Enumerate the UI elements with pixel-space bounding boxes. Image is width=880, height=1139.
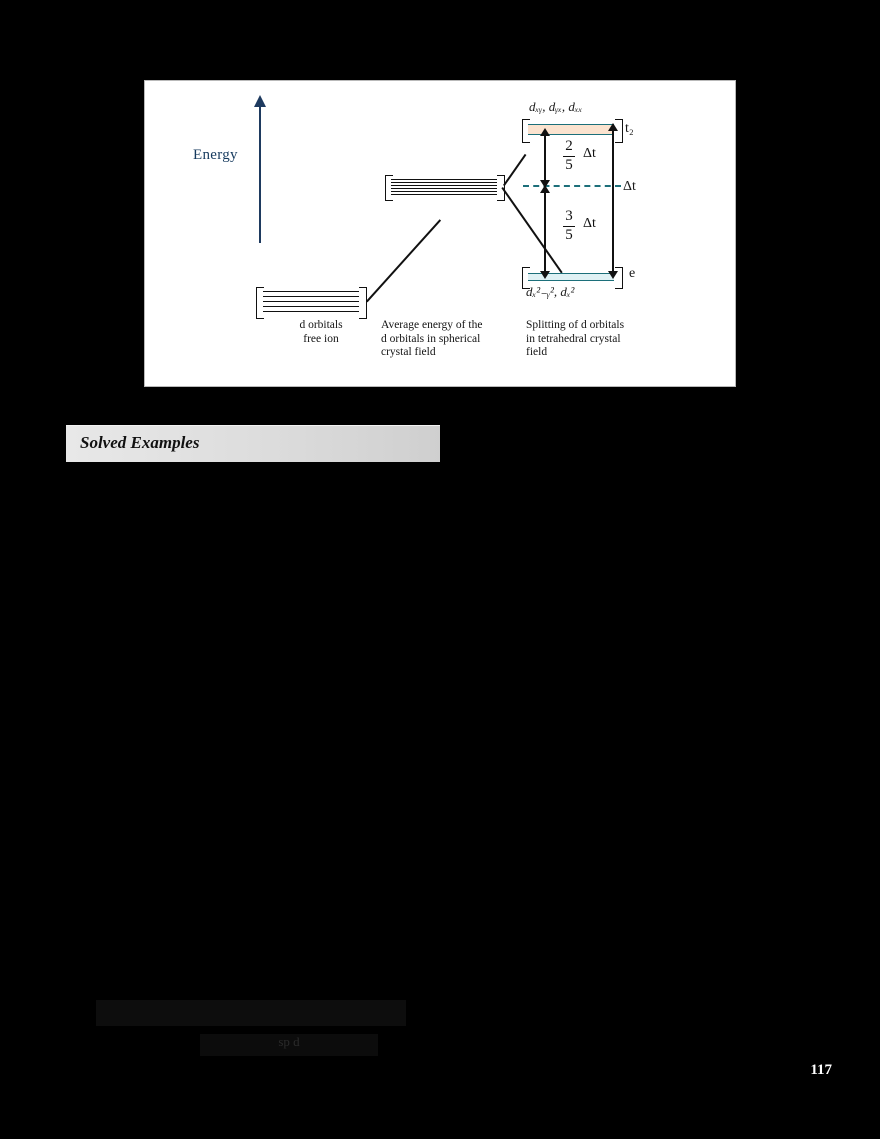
caption-middle-line3: crystal field [381, 346, 436, 359]
caption-middle-line1: Average energy of the [381, 319, 483, 331]
caption-left-line1: d orbitals [299, 319, 343, 331]
t2-set-label: t₂ [625, 121, 634, 136]
caption-right-line3: field [526, 346, 548, 359]
solved-examples-banner [66, 425, 440, 462]
solved-examples-heading: Solved Examples [80, 433, 200, 452]
delta-t-label: Δt [623, 179, 636, 194]
caption-left-line2: free ion [303, 332, 339, 345]
three-fifths-numerator: 3 [565, 208, 573, 224]
t2-orbital-label: dₓᵧ, dᵧₓ, dₓₓ [529, 99, 583, 114]
caption-right-line1: Splitting of d orbitals [526, 319, 625, 331]
caption-middle [381, 319, 521, 360]
page-number: 117 [810, 1062, 832, 1078]
faint-text-artifact-1 [96, 1000, 406, 1026]
three-fifths-fraction [563, 208, 596, 244]
two-fifths-numerator: 2 [565, 138, 573, 154]
three-fifths-delta-label: Δt [583, 216, 596, 231]
caption-left [273, 319, 369, 346]
connector-spherical-t2 [503, 154, 526, 186]
delta-t-arrow [612, 131, 614, 271]
three-fifths-arrow [544, 193, 546, 271]
two-fifths-denominator: 5 [565, 156, 573, 173]
two-fifths-delta-label: Δt [583, 146, 596, 161]
faint-text-artifact-2: sp d [200, 1034, 378, 1056]
caption-middle-line2: d orbitals in spherical [381, 332, 481, 345]
free-ion-level-stack [263, 291, 359, 313]
barycenter-dashed-line [523, 185, 621, 187]
free-ion-bracket-right [359, 287, 367, 319]
energy-axis-label: Energy [193, 147, 238, 163]
three-fifths-denominator: 5 [565, 226, 573, 243]
e-orbital-label: dₓ²₋ᵧ², dₓ² [526, 284, 575, 299]
connector-freeion-spherical [366, 219, 441, 302]
spherical-level-stack [391, 179, 497, 195]
two-fifths-fraction [563, 138, 596, 174]
energy-axis-line [259, 103, 261, 243]
crystal-field-figure [144, 80, 736, 387]
two-fifths-arrow [544, 136, 546, 180]
caption-right-line2: in tetrahedral crystal [526, 332, 621, 345]
connector-spherical-e [501, 187, 562, 273]
caption-right [526, 319, 666, 360]
figure-canvas [145, 81, 735, 386]
e-set-label: e [629, 266, 636, 281]
